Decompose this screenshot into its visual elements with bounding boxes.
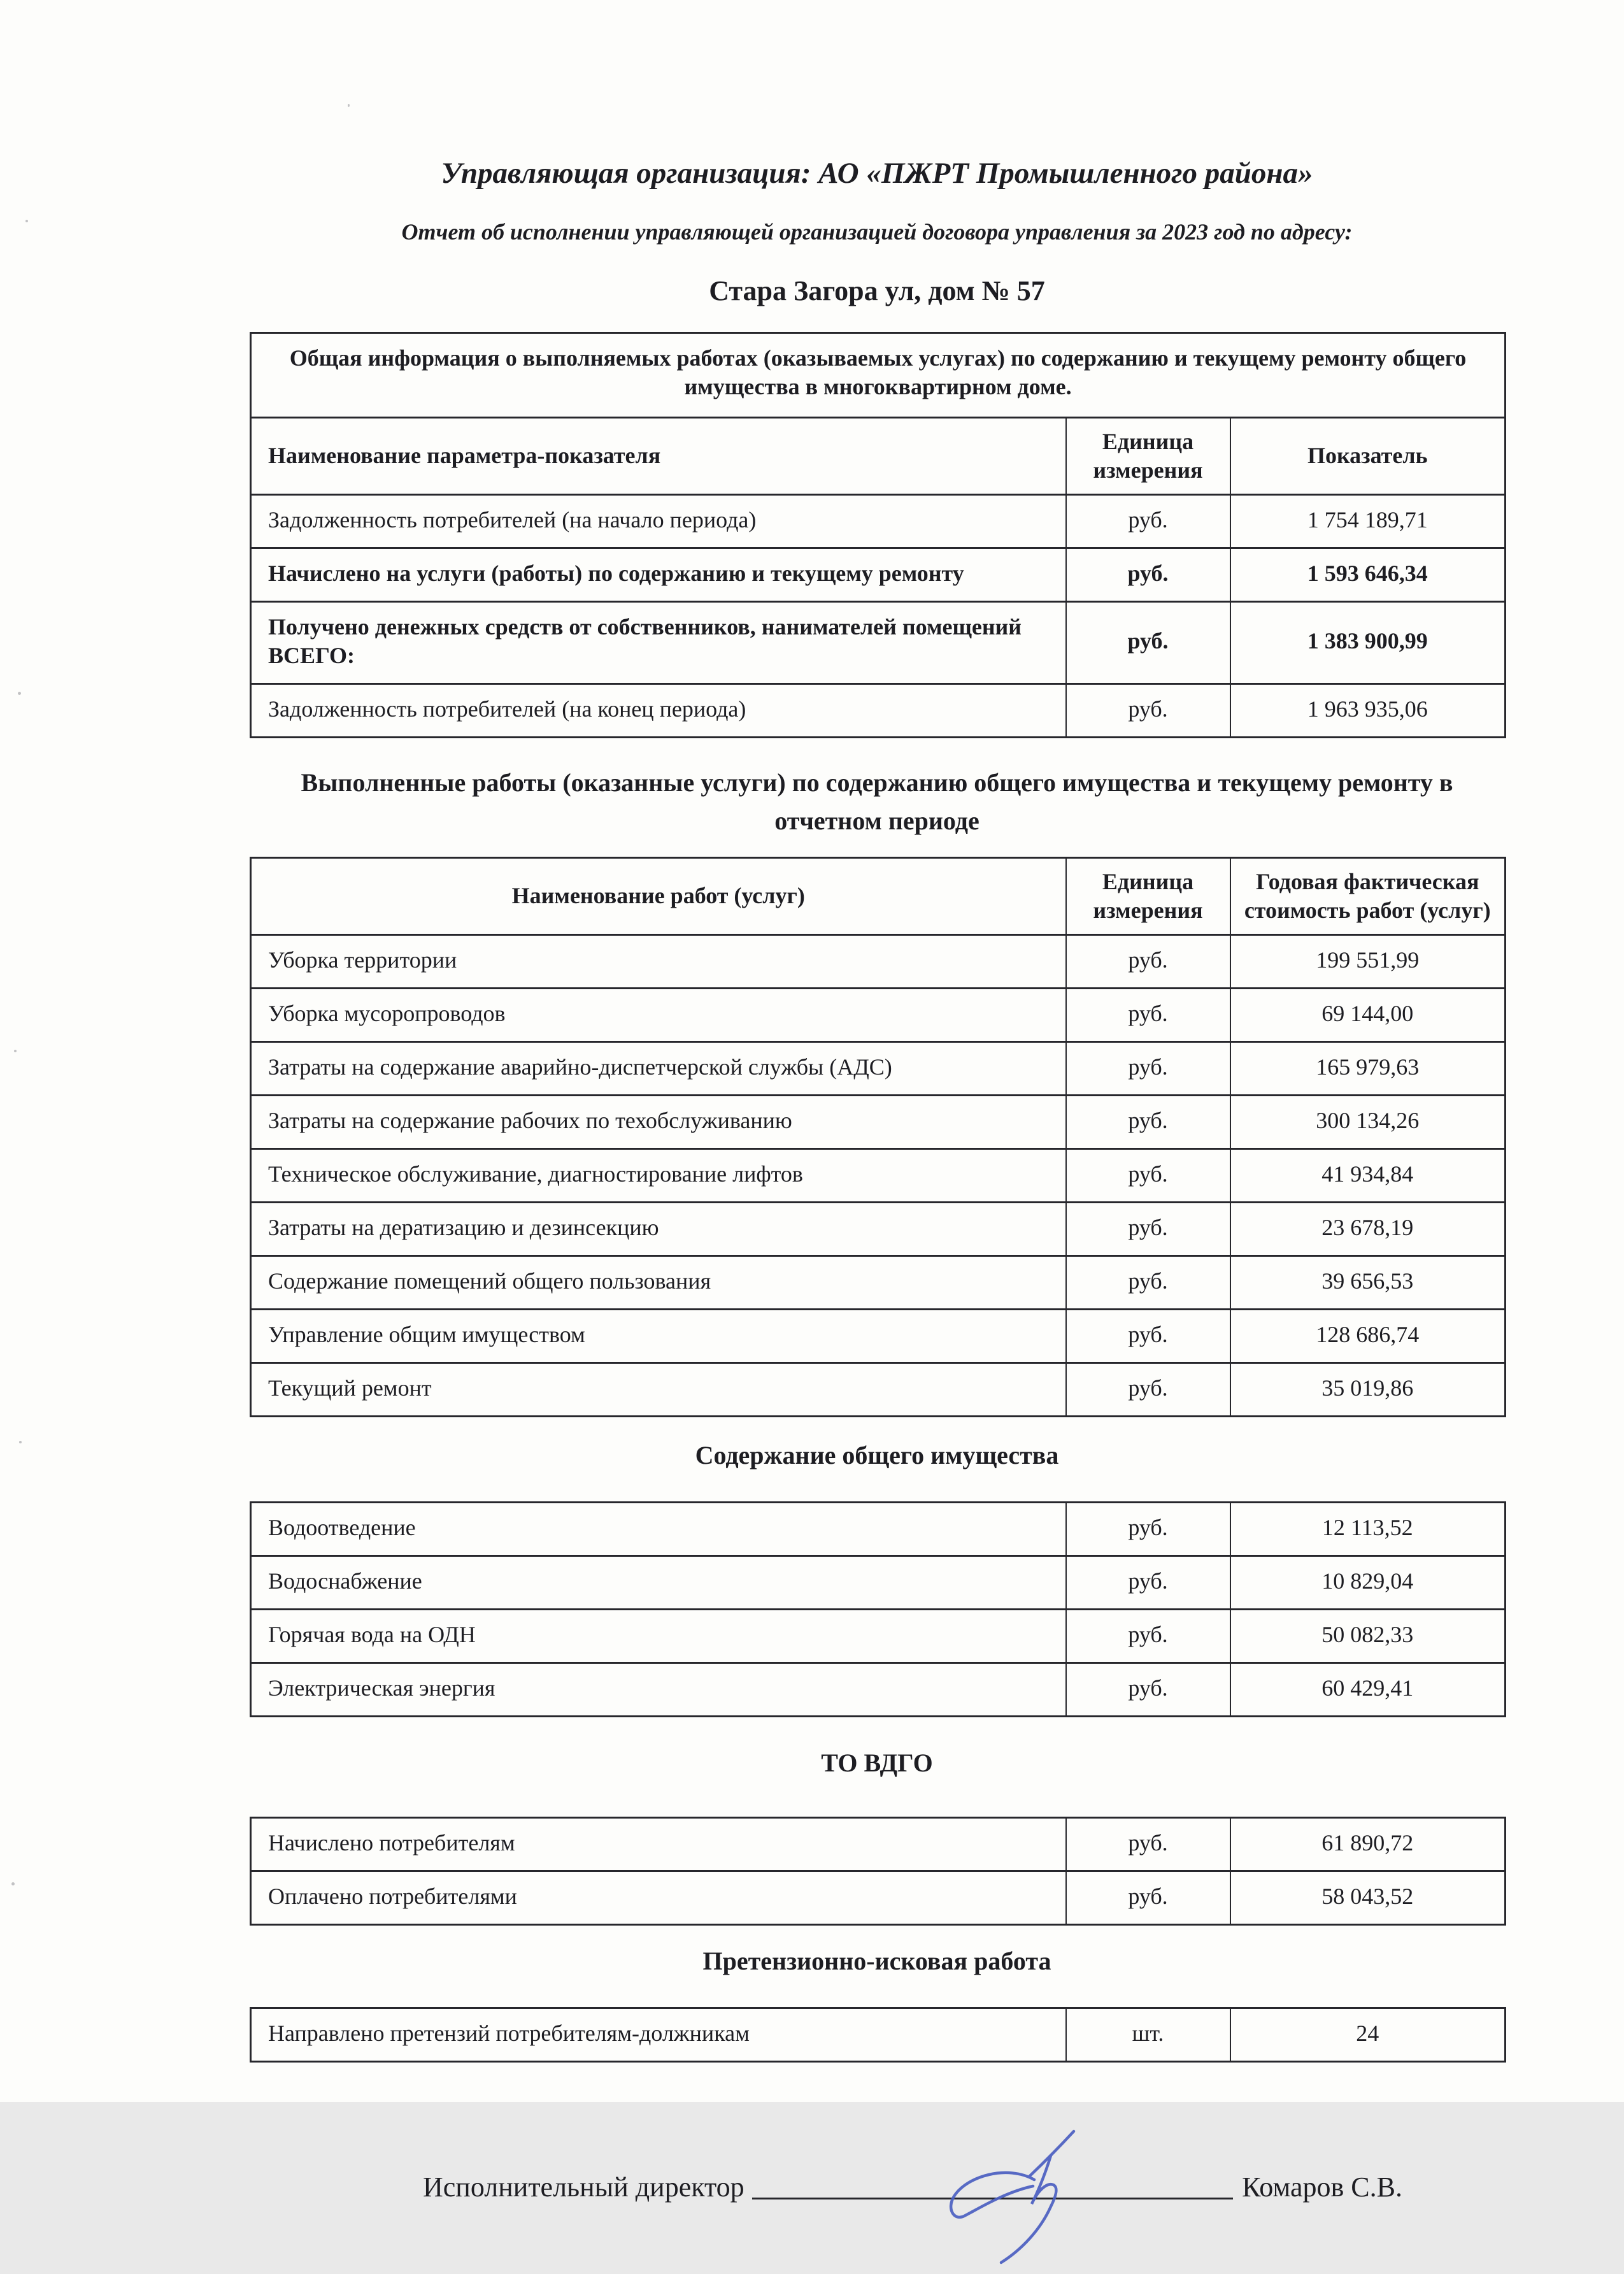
work-name-cell: Затраты на содержание аварийно-диспетчерской службы (АДС): [251, 1041, 1066, 1095]
table-row: [251, 1663, 1506, 1716]
unit-cell: руб.: [1066, 1362, 1230, 1416]
unit-cell: руб.: [1066, 1817, 1230, 1871]
work-name-cell: Уборка мусоропроводов: [251, 988, 1066, 1041]
unit-cell: руб.: [1066, 1609, 1230, 1663]
value-cell: 1 593 646,34: [1230, 548, 1506, 601]
table-caption-row: [251, 333, 1506, 417]
unit-cell: руб.: [1066, 548, 1230, 601]
signature-name: Комаров С.В.: [1242, 2171, 1402, 2203]
value-cell: 69 144,00: [1230, 988, 1506, 1041]
table-row: [251, 601, 1506, 683]
unit-cell: руб.: [1066, 1041, 1230, 1095]
value-cell: 23 678,19: [1230, 1202, 1506, 1255]
unit-cell: руб.: [1066, 683, 1230, 737]
table-row: [251, 1817, 1506, 1871]
work-name-cell: Электрическая энергия: [251, 1663, 1066, 1716]
value-cell: 300 134,26: [1230, 1095, 1506, 1148]
work-name-cell: Водоотведение: [251, 1502, 1066, 1555]
column-header: Годовая фактическая стоимость работ (услуг): [1230, 857, 1506, 934]
value-cell: 1 383 900,99: [1230, 601, 1506, 683]
param-name-cell: Задолженность потребителей (на начало периода): [251, 494, 1066, 548]
table-row: [251, 1502, 1506, 1555]
table-row: [251, 934, 1506, 988]
signature-block: [423, 2171, 1402, 2205]
unit-cell: руб.: [1066, 988, 1230, 1041]
document-content: [250, 0, 1504, 2205]
value-cell: 39 656,53: [1230, 1255, 1506, 1309]
value-cell: 24: [1230, 2008, 1506, 2061]
table-row: [251, 1095, 1506, 1148]
scan-speck: [19, 1441, 22, 1443]
table-row: [251, 1309, 1506, 1362]
column-header: Показатель: [1230, 417, 1506, 494]
value-cell: 58 043,52: [1230, 1871, 1506, 1924]
report-subtitle: Отчет об исполнении управляющей организацией договора управления за 2023 год по адресу:: [401, 219, 1353, 245]
unit-cell: руб.: [1066, 1202, 1230, 1255]
scan-speck: [25, 220, 28, 222]
column-header: Единица измерения: [1066, 857, 1230, 934]
work-name-cell: Содержание помещений общего пользования: [251, 1255, 1066, 1309]
table-row: [251, 1202, 1506, 1255]
value-cell: 1 754 189,71: [1230, 494, 1506, 548]
works-table: [250, 857, 1506, 1417]
table-row: [251, 1148, 1506, 1202]
claims-table: [250, 2007, 1506, 2063]
table-row: [251, 1255, 1506, 1309]
column-header: Единица измерения: [1066, 417, 1230, 494]
table-row: [251, 683, 1506, 737]
param-name-cell: Начислено на услуги (работы) по содержанию и текущему ремонту: [251, 548, 1066, 601]
handwritten-signature: [926, 2127, 1085, 2274]
value-cell: 199 551,99: [1230, 934, 1506, 988]
value-cell: 10 829,04: [1230, 1555, 1506, 1609]
unit-cell: руб.: [1066, 1871, 1230, 1924]
maintenance-table: [250, 1501, 1506, 1717]
work-name-cell: Управление общим имуществом: [251, 1309, 1066, 1362]
address-line: Стара Загора ул, дом № 57: [709, 275, 1045, 307]
value-cell: 165 979,63: [1230, 1041, 1506, 1095]
section-title-vdgo: ТО ВДГО: [821, 1748, 933, 1777]
claim-name-cell: Направлено претензий потребителям-должникам: [251, 2008, 1066, 2061]
table-row: [251, 1609, 1506, 1663]
unit-cell: руб.: [1066, 1502, 1230, 1555]
work-name-cell: Оплачено потребителями: [251, 1871, 1066, 1924]
work-name-cell: Уборка территории: [251, 934, 1066, 988]
column-header: Наименование работ (услуг): [251, 857, 1066, 934]
param-name-cell: Задолженность потребителей (на конец периода): [251, 683, 1066, 737]
work-name-cell: Затраты на дератизацию и дезинсекцию: [251, 1202, 1066, 1255]
section-title-works: Выполненные работы (оказанные услуги) по содержанию общего имущества и текущему ремонту в отчетном периоде: [301, 768, 1453, 835]
unit-cell: руб.: [1066, 1255, 1230, 1309]
table-caption: Общая информация о выполняемых работах (оказываемых услугах) по содержанию и текущему ремонту общего имущества в многоквартирном доме.: [251, 333, 1506, 417]
table-header-row: [251, 417, 1506, 494]
table-row: [251, 1871, 1506, 1924]
vdgo-table: [250, 1817, 1506, 1926]
column-header: Наименование параметра-показателя: [251, 417, 1066, 494]
param-name-cell: Получено денежных средств от собственников, нанимателей помещений ВСЕГО:: [251, 601, 1066, 683]
table-row: [251, 988, 1506, 1041]
value-cell: 35 019,86: [1230, 1362, 1506, 1416]
work-name-cell: Водоснабжение: [251, 1555, 1066, 1609]
scan-speck: [14, 1050, 17, 1052]
table-row: [251, 1041, 1506, 1095]
unit-cell: руб.: [1066, 494, 1230, 548]
value-cell: 41 934,84: [1230, 1148, 1506, 1202]
table-row: [251, 494, 1506, 548]
table-header-row: [251, 857, 1506, 934]
section-title-maintenance: Содержание общего имущества: [695, 1440, 1059, 1470]
signature-line: [752, 2172, 1233, 2199]
value-cell: 60 429,41: [1230, 1663, 1506, 1716]
table-row: [251, 1555, 1506, 1609]
work-name-cell: Техническое обслуживание, диагностирование лифтов: [251, 1148, 1066, 1202]
section-title-claims: Претензионно-исковая работа: [702, 1946, 1051, 1975]
work-name-cell: Затраты на содержание рабочих по техобслуживанию: [251, 1095, 1066, 1148]
work-name-cell: Текущий ремонт: [251, 1362, 1066, 1416]
value-cell: 50 082,33: [1230, 1609, 1506, 1663]
unit-cell: руб.: [1066, 1148, 1230, 1202]
scan-speck: [11, 1882, 15, 1885]
work-name-cell: Начислено потребителям: [251, 1817, 1066, 1871]
unit-cell: руб.: [1066, 1309, 1230, 1362]
value-cell: 61 890,72: [1230, 1817, 1506, 1871]
scan-speck: [18, 692, 21, 695]
unit-cell: руб.: [1066, 1555, 1230, 1609]
unit-cell: руб.: [1066, 1095, 1230, 1148]
org-title: Управляющая организация: АО «ПЖРТ Промышленного района»: [441, 157, 1313, 190]
unit-cell: шт.: [1066, 2008, 1230, 2061]
unit-cell: руб.: [1066, 1663, 1230, 1716]
value-cell: 1 963 935,06: [1230, 683, 1506, 737]
work-name-cell: Горячая вода на ОДН: [251, 1609, 1066, 1663]
unit-cell: руб.: [1066, 934, 1230, 988]
general-info-table: [250, 332, 1506, 738]
table-row: [251, 1362, 1506, 1416]
table-row: [251, 548, 1506, 601]
unit-cell: руб.: [1066, 601, 1230, 683]
value-cell: 12 113,52: [1230, 1502, 1506, 1555]
signature-role-label: Исполнительный директор: [423, 2171, 744, 2203]
table-row: [251, 2008, 1506, 2061]
value-cell: 128 686,74: [1230, 1309, 1506, 1362]
